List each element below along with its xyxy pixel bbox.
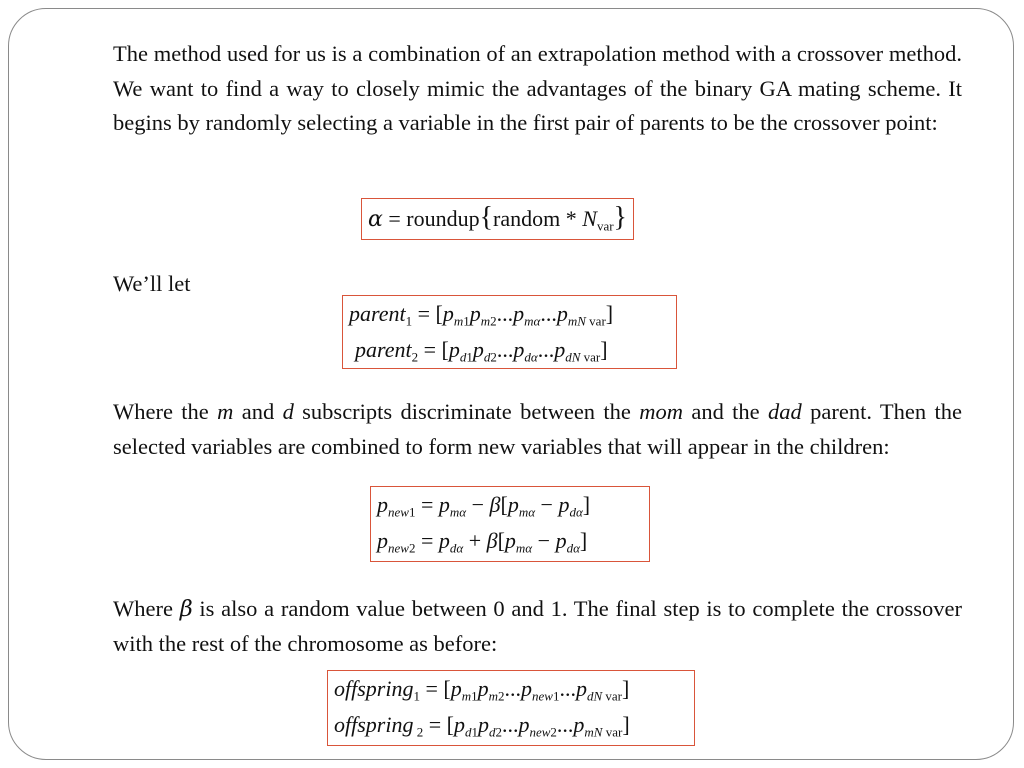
paragraph-where-beta: Where β is also a random value between 0 and 1. The final step is to complete the crossover with the rest of the chromosome as before:	[113, 596, 963, 656]
paragraph-intro: The method used for us is a combination of an extrapolation method with a crossover method. We want to find a way to closely mimic the advantages of the binary GA mating scheme. It begins by randomly selecting a variable in the first pair of parents to be the crossover point:	[113, 41, 962, 135]
paragraph-where-md: Where the m and d subscripts discriminate between the mom and the dad parent. Then the selected variables are combined to form new variables that will appear in the children:	[113, 399, 962, 459]
equation-parents: parent$_1$ = [$p_{m1}p_{m2}...p_{m\alpha}...p_{mN}$ $_{var}$] parent$_2$ = [$p_{d1}p_{d2}...p_{d\alpha}...p_{dN}$ $_{var}$]	[342, 295, 677, 369]
equation-offspring: offspring$_1$ = [$p_{m1}p_{m2}...p_{new1}...p_{dN}$ $_{var}$] offspring $_2 = [p_{d1}p_{d2}...p_{new2}...p_{mN}$ $_{var}$]	[327, 670, 695, 746]
paragraph-lead: We’ll let	[113, 271, 191, 296]
equation-alpha: α = roundup{random * $N_{var}$}	[361, 198, 634, 240]
equation-pnew: $p_{new1} = p_{m\alpha} - \beta[p_{m\alpha} - p_{d\alpha}]$ $p_{new2} = p_{d\alpha} + \beta[p_{m\alpha} - p_{d\alpha}]$	[370, 486, 650, 562]
